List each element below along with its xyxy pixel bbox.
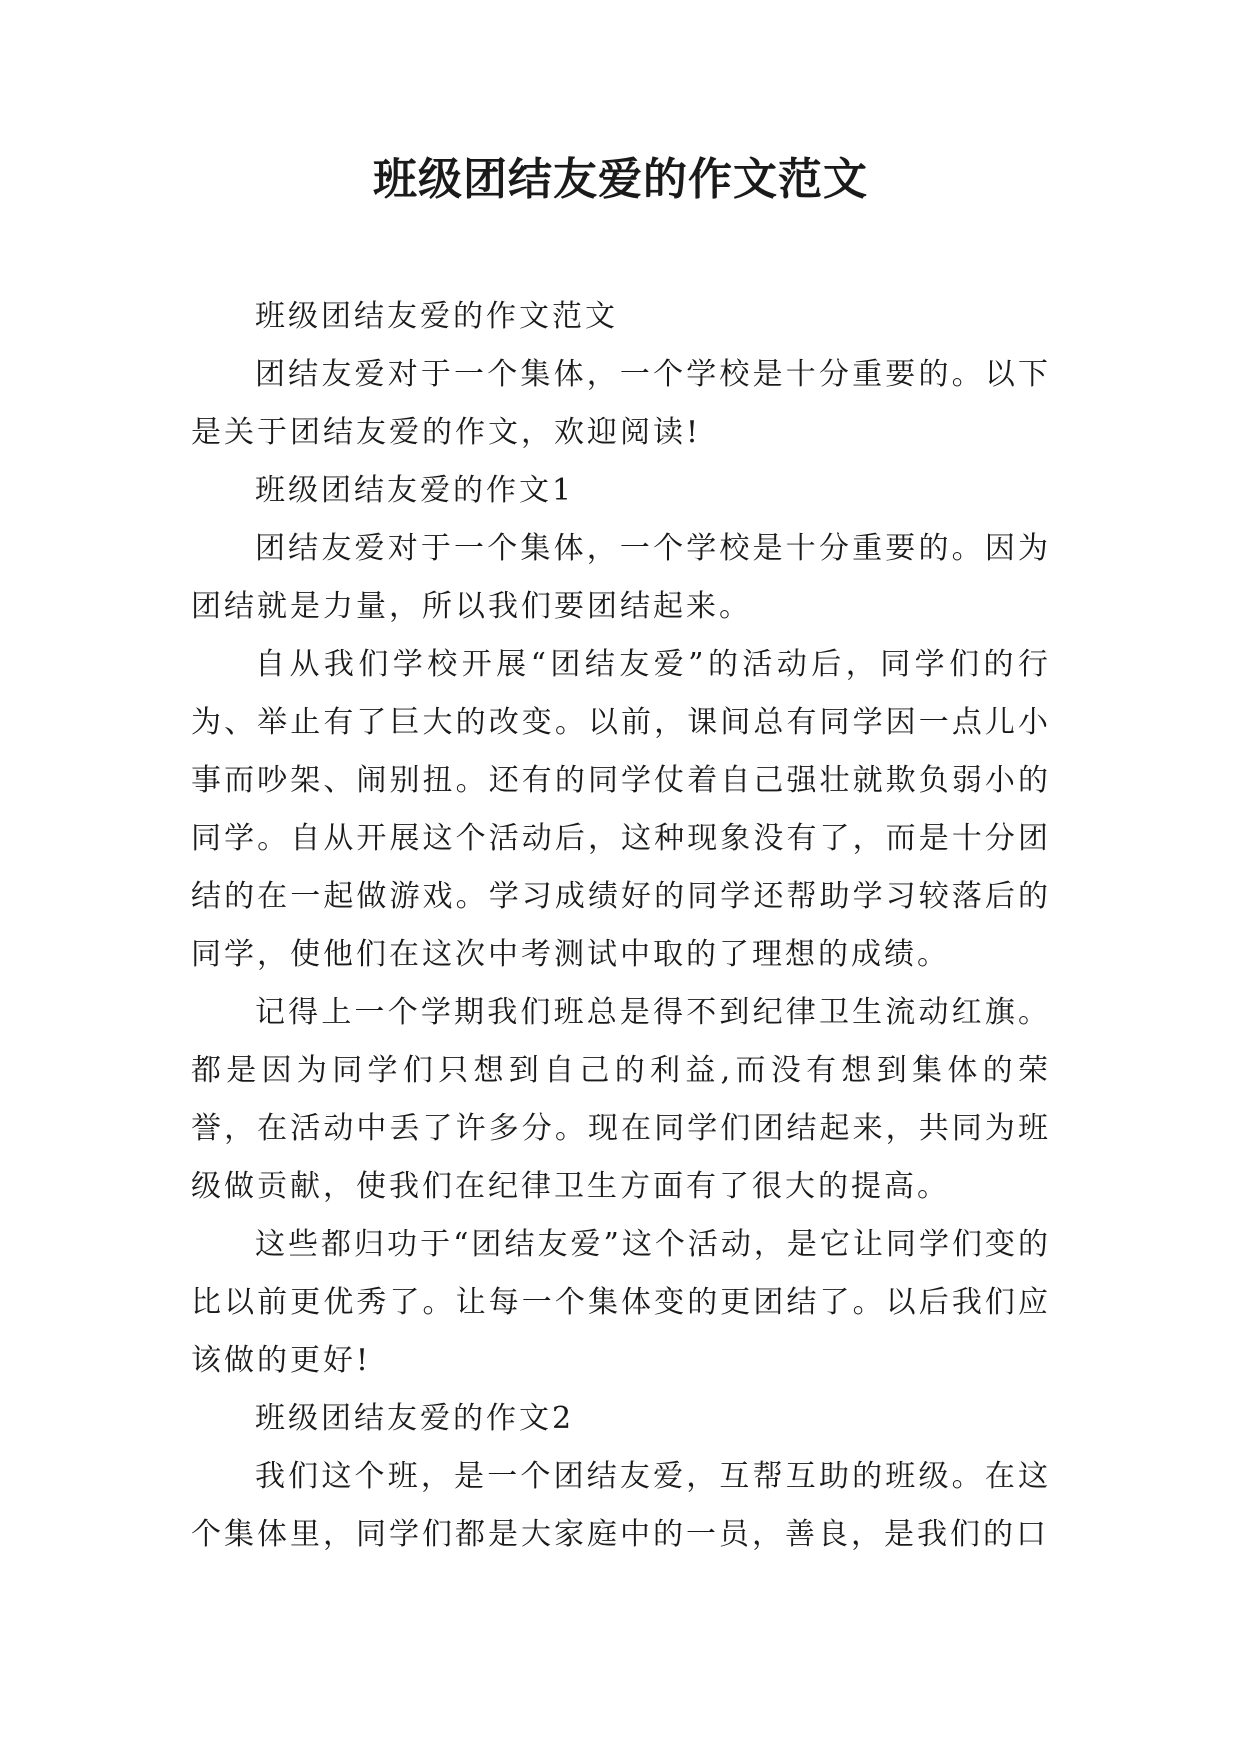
document-body [191, 288, 1051, 1564]
paragraph-subtitle: 班级团结友爱的作文范文 [255, 299, 618, 334]
paragraph: 自从我们学校开展“团结友爱”的活动后，同学们的行为、举止有了巨大的改变。以前，课间总有同学因一点儿小事而吵架、闹别扭。还有的同学仗着自己强壮就欺负弱小的同学。自从开展这个活动后，这种现象没有了，而是十分团结的在一起做游戏。学习成绩好的同学还帮助学习较落后的同学，使他们在这次中考测试中取的了理想的成绩。 [191, 647, 1051, 972]
paragraph: 团结友爱对于一个集体，一个学校是十分重要的。因为团结就是力量，所以我们要团结起来。 [191, 531, 1051, 624]
document-title: 班级团结友爱的作文范文 [373, 154, 868, 205]
paragraph: 我们这个班，是一个团结友爱，互帮互助的班级。在这个集体里，同学们都是大家庭中的一员，善良，是我们的口 [191, 1459, 1051, 1552]
paragraph-heading-essay-2: 班级团结友爱的作文2 [255, 1401, 575, 1436]
paragraph-intro: 团结友爱对于一个集体，一个学校是十分重要的。以下是关于团结友爱的作文，欢迎阅读! [191, 357, 1051, 450]
paragraph: 这些都归功于“团结友爱”这个活动，是它让同学们变的比以前更优秀了。让每一个集体变的更团结了。以后我们应该做的更好! [191, 1227, 1051, 1378]
paragraph-heading-essay-1: 班级团结友爱的作文1 [255, 473, 575, 508]
paragraph: 记得上一个学期我们班总是得不到纪律卫生流动红旗。都是因为同学们只想到自己的利益,而没有想到集体的荣誉，在活动中丢了许多分。现在同学们团结起来，共同为班级做贡献，使我们在纪律卫生方面有了很大的提高。 [191, 995, 1051, 1204]
